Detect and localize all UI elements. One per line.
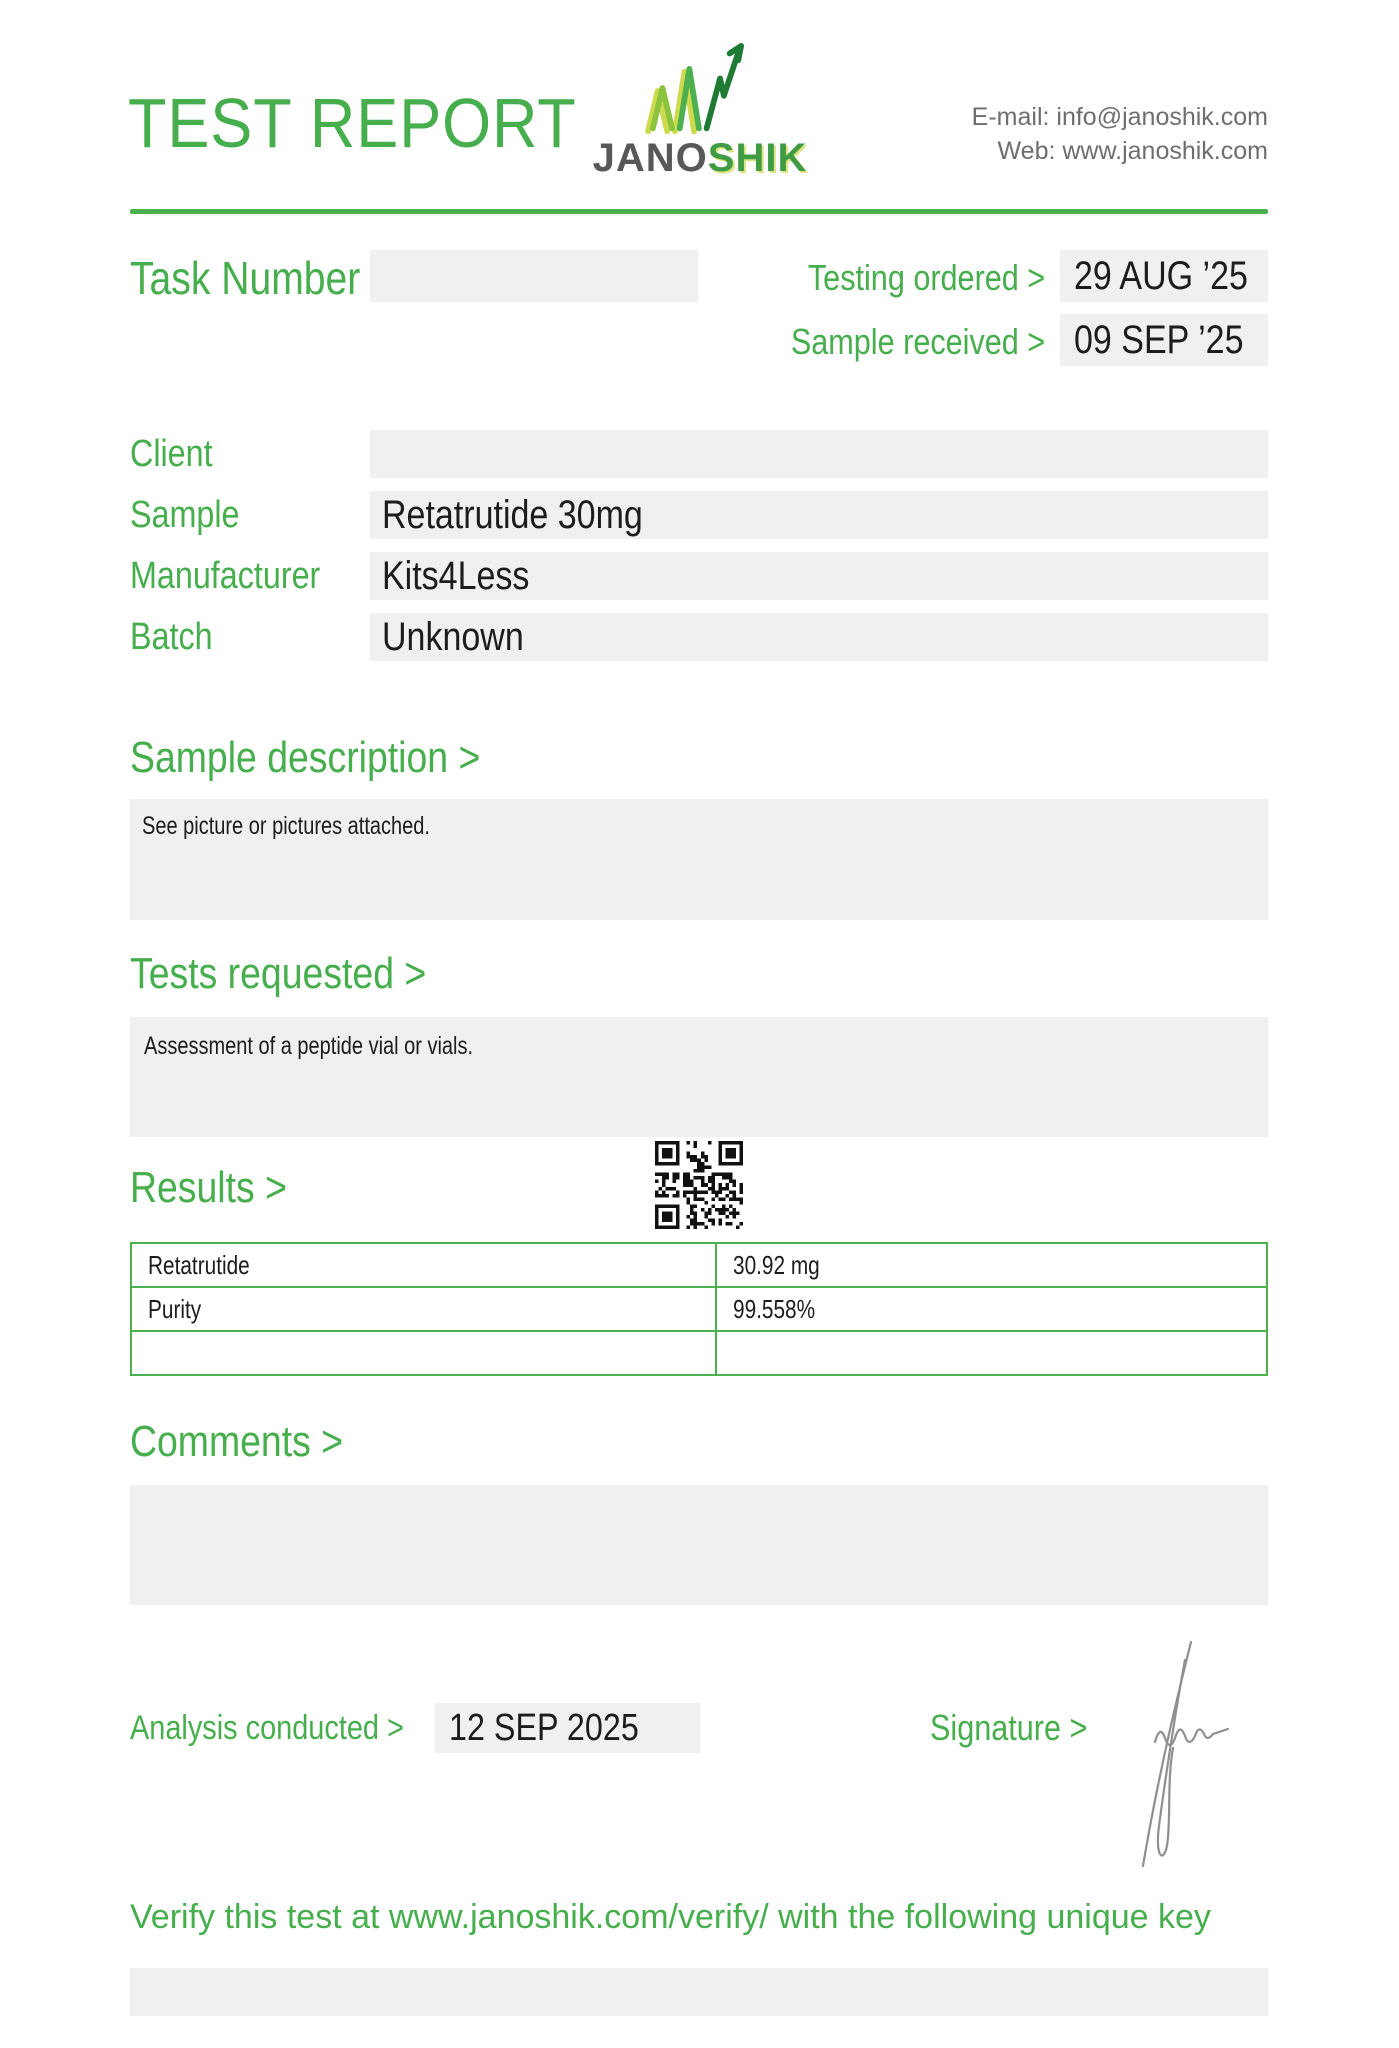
contact-email: E-mail: info@janoshik.com — [971, 103, 1268, 131]
logo-chart-icon — [638, 42, 756, 138]
results-table — [130, 1242, 1268, 1376]
field-label-client: Client — [130, 433, 213, 475]
signature-label: Signature > — [930, 1707, 1088, 1748]
results-row — [131, 1331, 1267, 1375]
sample-received-label: Sample received > — [790, 321, 1045, 362]
field-label-sample: Sample — [130, 494, 240, 536]
results-analyte-cell: Purity — [131, 1287, 716, 1331]
comments-title: Comments > — [130, 1417, 344, 1466]
unique-key-box — [130, 1968, 1268, 2016]
handwritten-signature — [1125, 1630, 1235, 1880]
analysis-conducted-value: 12 SEP 2025 — [435, 1703, 700, 1753]
logo-wordmark — [580, 136, 820, 181]
tests-requested-title: Tests requested > — [130, 949, 427, 998]
contact-block — [972, 100, 1268, 168]
results-value-cell: 99.558% — [716, 1287, 1267, 1331]
tests-requested-box: Assessment of a peptide vial or vials. — [130, 1017, 1268, 1137]
page-title: TEST REPORT — [128, 84, 577, 162]
results-value-cell — [716, 1331, 1267, 1375]
task-number-value — [370, 250, 698, 302]
results-title: Results > — [130, 1163, 287, 1212]
testing-ordered-value: 29 AUG ’25 — [1060, 250, 1268, 302]
results-row — [131, 1287, 1267, 1331]
verify-instruction: Verify this test at www.janoshik.com/verify/ with the following unique key — [130, 1898, 1211, 1936]
field-value-client — [370, 430, 1268, 478]
field-value-sample: Retatrutide 30mg — [370, 491, 1268, 539]
results-analyte-cell: Retatrutide — [131, 1243, 716, 1287]
header-divider — [130, 209, 1268, 214]
field-value-batch: Unknown — [370, 613, 1268, 661]
sample-description-title: Sample description > — [130, 733, 481, 782]
comments-box — [130, 1485, 1268, 1605]
field-value-manufacturer: Kits4Less — [370, 552, 1268, 600]
logo-wordmark-shik: SHIK — [707, 136, 808, 180]
sample-description-box: See picture or pictures attached. — [130, 799, 1268, 920]
results-analyte-cell — [131, 1331, 716, 1375]
results-row — [131, 1243, 1267, 1287]
field-label-manufacturer: Manufacturer — [130, 555, 321, 597]
results-value-cell: 30.92 mg — [716, 1243, 1267, 1287]
field-label-batch: Batch — [130, 616, 213, 658]
qr-code — [655, 1141, 743, 1229]
testing-ordered-label: Testing ordered > — [807, 257, 1045, 298]
logo-wordmark-jano: JANO — [592, 136, 708, 180]
task-number-label: Task Number — [130, 252, 361, 304]
sample-received-value: 09 SEP ’25 — [1060, 314, 1268, 366]
analysis-conducted-label: Analysis conducted > — [130, 1709, 404, 1747]
contact-web: Web: www.janoshik.com — [997, 137, 1268, 165]
